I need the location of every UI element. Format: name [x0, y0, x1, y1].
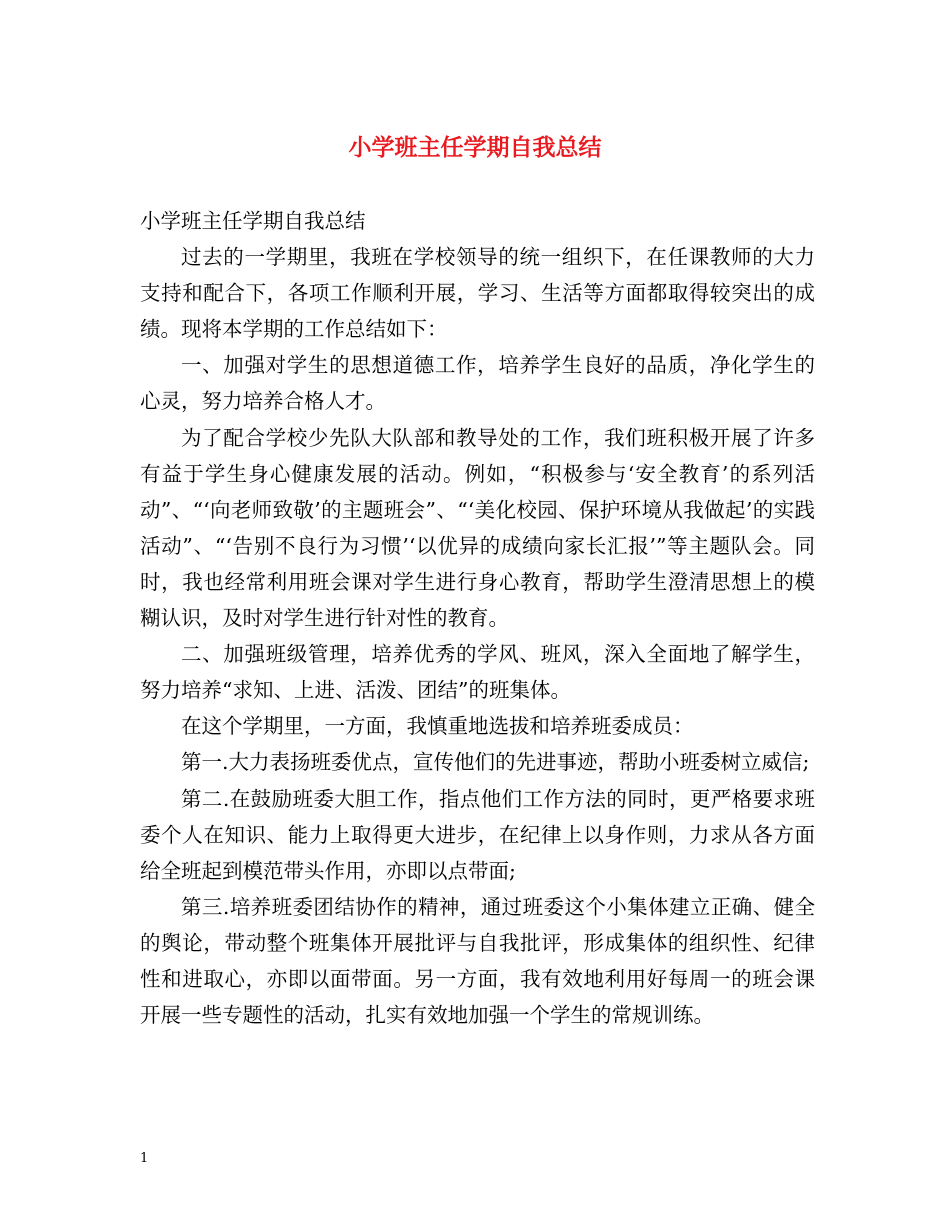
- paragraph-semester: 在这个学期里，一方面，我慎重地选拔和培养班委成员：: [181, 714, 694, 739]
- paragraph-section-one-heading: 一、加强对学生的思想道德工作，培养学生良好的品质，净化学生的心灵，努力培养合格人才。: [140, 353, 815, 414]
- page-number: 1: [140, 1151, 149, 1166]
- document-subtitle: 小学班主任学期自我总结: [140, 209, 366, 233]
- paragraph-activities: 为了配合学校少先队大队部和教导处的工作，我们班积极开展了许多有益于学生身心健康发展的活动。例如，“积极参与‘安全教育’的系列活动”、“‘向老师致敬’的主题班会”、“‘美化校园、保护环境从我做起’的实践活动”、“‘告别不良行为习惯’‘以优异的成绩向家长汇报’”等主题队会。同时，我也经常利用班会课对学生进行身心教育，帮助学生澄清思想上的模糊认识，及时对学生进行针对性的教育。: [140, 425, 815, 631]
- document-title: 小学班主任学期自我总结: [348, 134, 602, 161]
- paragraph-first: 第一.大力表扬班委优点，宣传他们的先进事迹，帮助小班委树立威信;: [181, 750, 810, 775]
- paragraph-section-two-heading: 二、加强班级管理，培养优秀的学风、班风，深入全面地了解学生，努力培养“求知、上进、活泼、团结”的班集体。: [140, 642, 815, 703]
- paragraph-second: 第二.在鼓励班委大胆工作，指点他们工作方法的同时，更严格要求班委个人在知识、能力上取得更大进步，在纪律上以身作则，力求从各方面给全班起到模范带头作用，亦即以点带面;: [140, 786, 815, 883]
- paragraph-third: 第三.培养班委团结协作的精神，通过班委这个小集体建立正确、健全的舆论，带动整个班集体开展批评与自我批评，形成集体的组织性、纪律性和进取心，亦即以面带面。另一方面，我有效地利用好每周一的班会课开展一些专题性的活动，扎实有效地加强一个学生的常规训练。: [140, 894, 815, 1028]
- document-body: [140, 203, 815, 1033]
- paragraph-intro: 过去的一学期里，我班在学校领导的统一组织下，在任课教师的大力支持和配合下，各项工作顺利开展，学习、生活等方面都取得较突出的成绩。现将本学期的工作总结如下：: [140, 245, 815, 342]
